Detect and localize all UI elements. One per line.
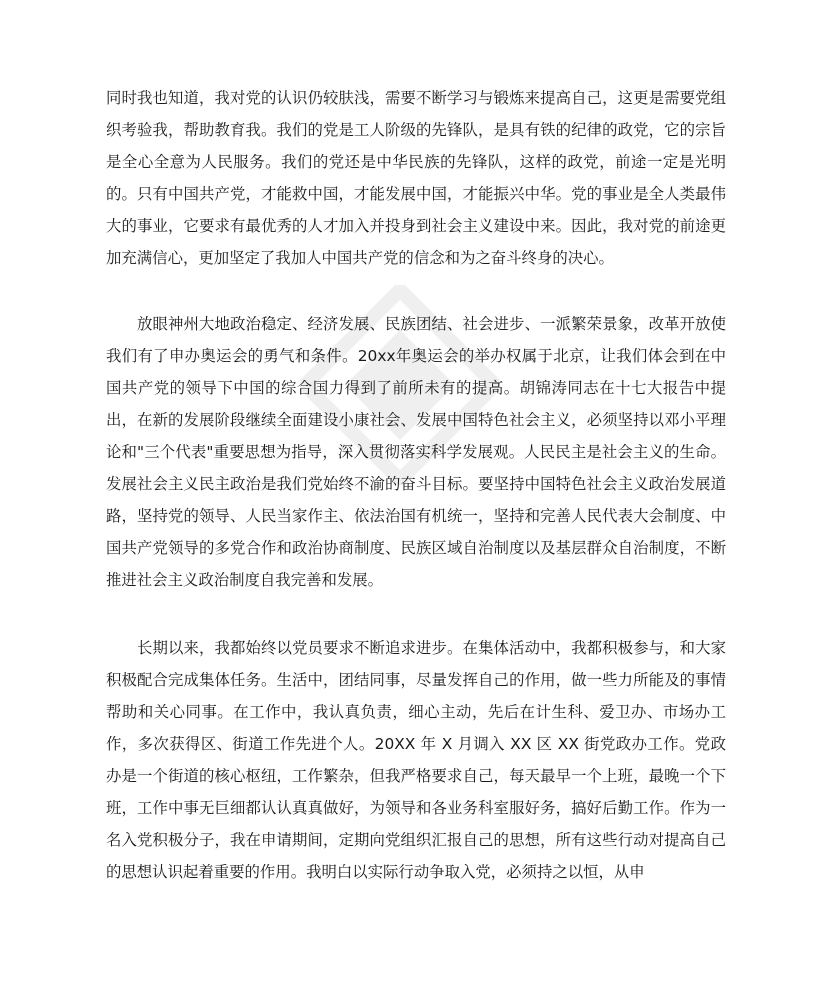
paragraph-3: 长期以来，我都始终以党员要求不断追求进步。在集体活动中，我都积极参与，和大家积极配合完成集体任务。生活中，团结同事，尽量发挥自己的作用，做一些力所能及的事情帮助和关心同事。在工作中，我认真负责，细心主动，先后在计生科、爱卫办、市场办工作，多次获得区、街道工作先进个人。20XX 年 X 月调入 XX 区 XX 街党政办工作。党政办是一个街道的核心枢纽，工作繁杂，但我严格要求自己，每天最早一个上班，最晚一个下班，工作中事无巨细都认认真真做好，为领导和各业务科室服好务，搞好后勤工作。作为一名入党积极分子，我在申请期间，定期向党组织汇报自己的思想，所有这些行动对提高自己的思想认识起着重要的作用。我明白以实际行动争取入党，必须持之以恒，从申 [106, 639, 726, 881]
paragraph-1: 同时我也知道，我对党的认识仍较肤浅，需要不断学习与锻炼来提高自己，这更是需要党组织考验我，帮助教育我。我们的党是工人阶级的先锋队，是具有铁的纪律的政党，它的宗旨是全心全意为人民服务。我们的党还是中华民族的先锋队，这样的政党，前途一定是光明的。只有中国共产党，才能救中国，才能发展中国，才能振兴中华。党的事业是全人类最伟大的事业，它要求有最优秀的人才加入并投身到社会主义建设中来。因此，我对党的前途更加充满信心，更加坚定了我加人中国共产党的信念和为之奋斗终身的决心。 [106, 89, 726, 267]
paragraph-2: 放眼神州大地政治稳定、经济发展、民族团结、社会进步、一派繁荣景象，改革开放使我们有了申办奥运会的勇气和条件。20xx年奥运会的举办权属于北京，让我们体会到在中国共产党的领导下中国的综合国力得到了前所未有的提高。胡锦涛同志在十七大报告中提出，在新的发展阶段继续全面建设小康社会、发展中国特色社会主义，必须坚持以邓小平理论和"三个代表"重要思想为指导，深入贯彻落实科学发展观。人民民主是社会主义的生命。发展社会主义民主政治是我们党始终不渝的奋斗目标。要坚持中国特色社会主义政治发展道路，坚持党的领导、人民当家作主、依法治国有机统一，坚持和完善人民代表大会制度、中国共产党领导的多党合作和政治协商制度、民族区域自治制度以及基层群众自治制度，不断推进社会主义政治制度自我完善和发展。 [106, 315, 726, 589]
